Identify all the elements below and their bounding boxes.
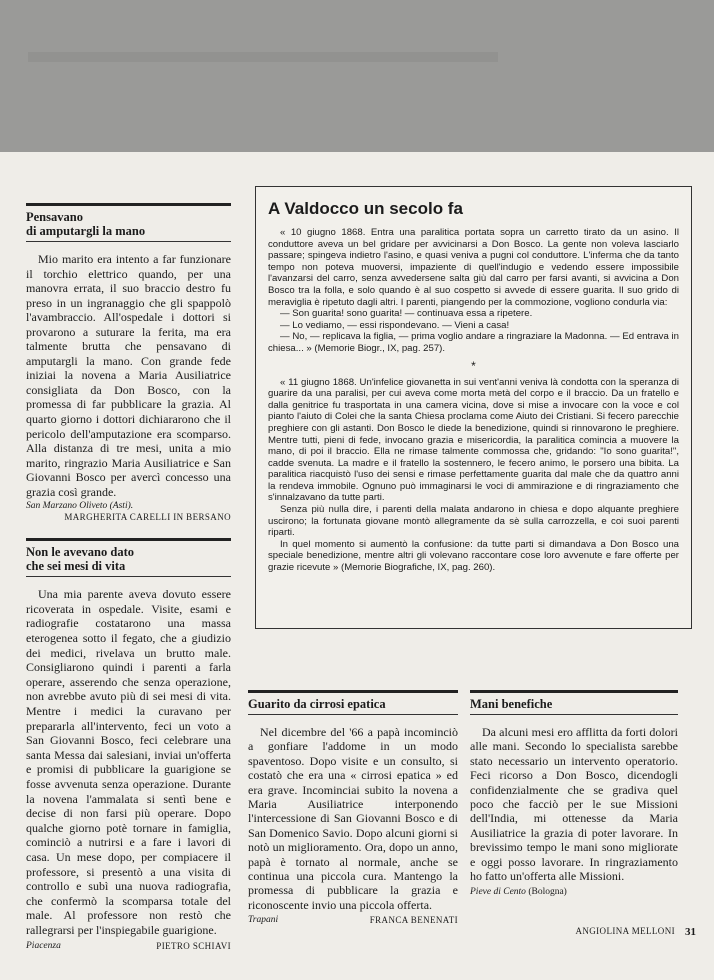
box-dialogue-line: — Lo vediamo, — essi rispondevano. — Vieni a casa! (280, 319, 510, 331)
section-title (26, 206, 231, 238)
box-title: A Valdocco un secolo fa (268, 199, 463, 218)
valdocco-box (255, 186, 692, 629)
section-rule (248, 714, 458, 715)
section-title: Guarito da cirrosi epatica (248, 697, 386, 711)
section-title-line: che sei mesi di vita (26, 559, 126, 574)
middle-column (248, 690, 458, 926)
section-rule (26, 576, 231, 577)
box-paragraph: Senza più nulla dire, i parenti della malata andarono in chiesa e dopo alquante preghiere uscirono; la fortunata giovane montò allegramente da sè sulla carrozzella, e coi suoi parenti riparti. (268, 504, 679, 539)
section-title (26, 541, 231, 573)
article-author: MARGHERITA CARELLI IN BERSANO (64, 512, 231, 523)
header-photo-band (0, 0, 714, 152)
right-column (470, 690, 678, 897)
box-text (268, 227, 679, 574)
asterisk-separator: * (471, 358, 476, 373)
section-title-line: di amputargli la mano (26, 224, 146, 238)
article-place (470, 887, 678, 897)
article-signature (248, 914, 458, 926)
section-rule (26, 241, 231, 242)
section-title: Mani benefiche (470, 697, 553, 711)
section-title-line: Non le avevano dato (26, 545, 134, 560)
left-column (26, 203, 231, 952)
section-title-line: Pensavano (26, 210, 83, 224)
article-body: Mio marito era intento a far funzionare il torchio elettrico quando, per una manovra errata, il suo braccio destro fu preso in un ingranaggio che gli spappolò l'avambraccio. All'ospedale i dottori si provarono a suturare la ferita, ma era talmente brutta che pensavano di amputargli la mano. Con grande fede iniziai la novena a Maria Ausiliatrice consigliata da Don Bosco, con la promessa di far pubblicare la grazia. Al quarto giorno i dottori dichiararono che il pericolo dell'amputazione era scomparso. Alla distanza di tre mesi, unita a mio marito, ringrazio Maria Ausiliatrice e San Giovanni Bosco per avercì concesso una grazia così grande. (26, 252, 231, 499)
faded-headline-band (28, 52, 498, 76)
article-place: Trapani (248, 915, 279, 926)
page-number: 31 (685, 926, 696, 938)
article-body: Nel dicembre del '66 a papà incominciò a gonfiare l'addome in un modo spaventoso. Dopo visite e un consulto, si costatò che era una « cirrosi epatica » ed era grave. Incominciai subito la novena a Maria Ausiliatrice interponendo l'intercessione di San Giovanni Bosco e di San Domenico Savio. Dopo alcuni giorni si notò un miglioramento. Ora, dopo un anno, papà è tornato al normale, anche se continua una piccola cura. Mantengo la promessa di pubblicare la grazia e riconoscente invio una piccola offerta. (248, 725, 458, 912)
box-paragraph: « 10 giugno 1868. Entra una paralitica portata sopra un carretto tirato da un asino. Il conduttore aveva un bel gridare per avvicinarsi a Don Bosco. La gente non voleva lasciarlo passare; spingeva indietro l'asino, e quasi veniva a pugni col conduttore. L'inferma che da tanto tempo non poteva muoversi, impaziente di quell'indugio e vedendo essere impossibile l'avanzarsi del carro, senza avvedersene salta giù dal carro per farsi avanti, si avvicina a Don Bosco tra la folla, e solo quando è al suo cospetto si avvede di essere guarita. Il suo grido di meraviglia è ripetuto dagli altri. I parenti, piangendo per la commozione, vogliono condurla via: (268, 227, 679, 308)
article-body: Da alcuni mesi ero afflitta da forti dolori alle mani. Secondo lo specialista sarebbe stato necessario un intervento operatorio. Feci ricorso a Don Bosco, dicendogli confidenzialmente che se gradiva quel poco che facciò per le sue Missioni dell'India, mi ottenesse da Maria Ausiliatrice la grazia di poter lavorare. In brevissimo tempo le mani sono migliorate e oggi posso lavorare. In ringraziamento ho fatto un'offerta alle Missioni. (470, 725, 678, 884)
article-place-province: (Bologna) (528, 887, 567, 898)
right-signature (470, 926, 696, 938)
article-author: FRANCA BENENATI (369, 915, 458, 926)
article-signature (26, 940, 231, 952)
section-rule (470, 714, 678, 715)
article-body: Una mia parente aveva dovuto essere ricoverata in ospedale. Visite, esami e radiografie costatarono una massa eterogenea sotto il fegato, che a giudizio dei medici, rivelava un brutto male. Consigliarono quindi i parenti a farla operare, asserendo che senza operazione, non avrebbe avuto più di sei mesi di vita. Mentre i medici la curavano per prepararla all'intervento, feci un voto a San Giovanni Bosco, feci celebrare una santa Messa dai salesiani, inviai un'offerta e promisi di pubblicare la guarigione se fosse avvenuta senza operazione. Durante la novena l'ammalata si sentì bene e decise di non farsi più operare. Dopo qualche giorno potè tornare in famiglia, cominciò a nutrirsi e a fare i lavori di casa. Un mese dopo, per compiacere il professore, si presentò a una visita di controllo e subì una nuova radiografia, che confermò la scomparsa totale del male. Al professore non restò che rallegrarsi per l'inspiegabile guarigione. (26, 587, 231, 937)
article-place: Piacenza (26, 940, 61, 951)
box-paragraph: « 11 giugno 1868. Un'infelice giovanetta in sui vent'anni veniva là condotta con la speranza di guarire da una paralisi, per cui aveva come morta metà del corpo e il braccio. Da un fratello e dalla genitrice fu trasportata in una camera vicina, dove si mise a invocare con la voce e col pianto l'aiuto di Colei che la santa Chiesa proclama come Aiuto dei Cristiani. Si fecero parecchie preghiere con gli astanti. Don Bosco le diede la benedizione, quindi si rinnovarono le preghiere. Mentre tutti, pieni di fede, invocano grazia e misericordia, la paralitica comincia a muovere la mano, di poi il braccio. Ella ne rimase talmente commossa che, gridando: "Io sono guarita!", cadde svenuta. La madre e il fratello la sostennero, le fecero animo, le porsero una bibita. La paralitica riacquistò l'uso dei sensi e rimase perfettamente guarita dal male che da quattro anni la rendeva immobile. Ognuno può immaginarsi le voci di ammirazione e di ringraziamento che s'innalzavano da tutte parti. (268, 376, 679, 504)
article-place: San Marzano Oliveto (Asti). (26, 501, 134, 512)
article-author: ANGIOLINA MELLONI (575, 926, 675, 936)
box-dialogue-line: — No, — replicava la figlia, — prima voglio andare a ringraziare la Madonna. — Ed entrava in chiesa... » (Memorie Biogr., IX, pag. 257). (268, 331, 679, 354)
article-author: PIETRO SCHIAVI (156, 940, 231, 951)
article-place-name: Pieve di Cento (470, 887, 526, 898)
box-paragraph: In quel momento si aumentò la confusione: da tutte parti si dimandava a Don Bosco una speciale benedizione, mentre altri gli volevano raccontare cose loro avvenute e fare offerte per grazie ricevute » (Memorie Biografiche, IX, pag. 260). (268, 538, 679, 574)
box-dialogue-line: — Son guarita! sono guarita! — continuava essa a ripetere. (280, 308, 533, 320)
